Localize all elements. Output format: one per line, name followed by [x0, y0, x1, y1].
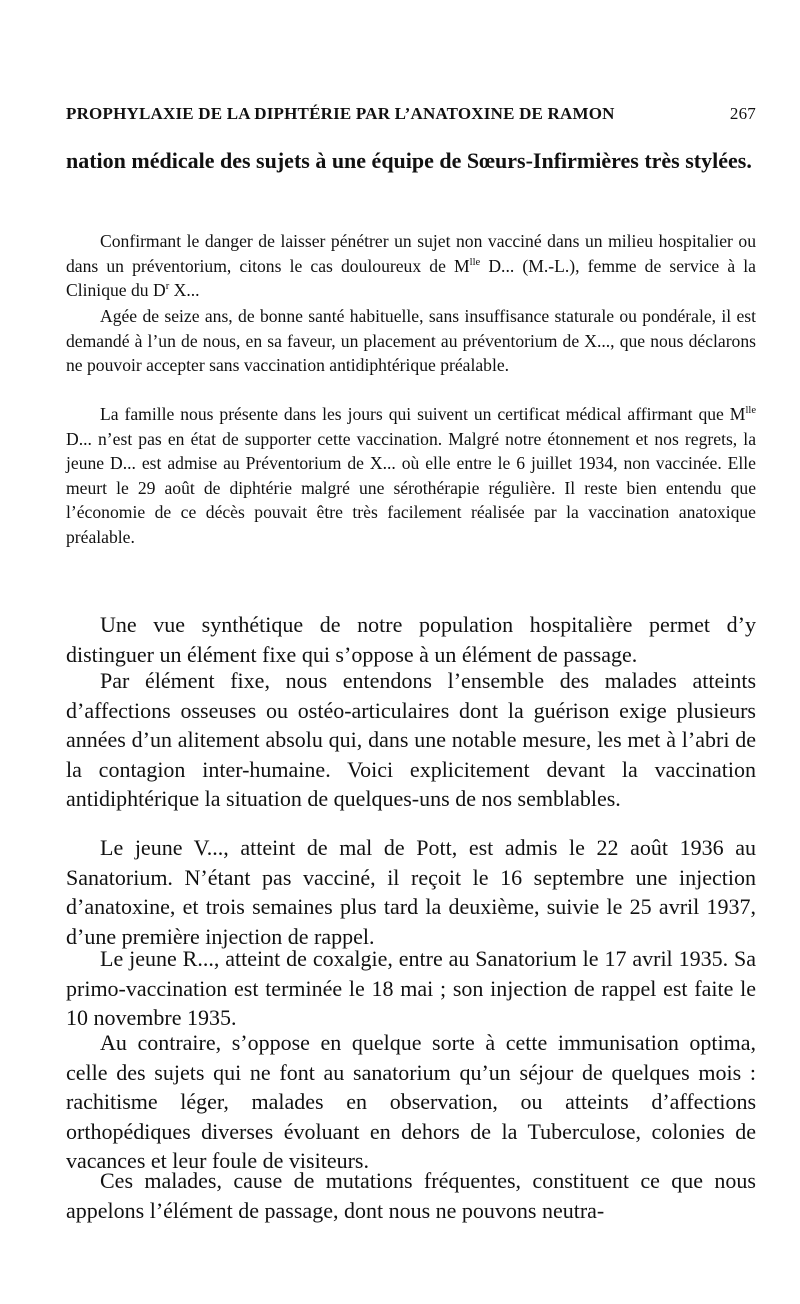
paragraph-jeune-v: Le jeune V..., atteint de mal de Pott, est admis le 22 août 1936 au Sanatorium. N’étant pas vacciné, il reçoit le 16 septembre une injection d’anatoxine, et trois semaines plus tard la deuxième, suivie le 25 avril 1937, d’une première injection de rappel. [66, 835, 756, 949]
paragraph-mlle-d-intro: Confirmant le danger de laisser pénétrer un sujet non vacciné dans un milieu hospitalier ou dans un préventorium, citons le cas douloureux de $M^{lle}$ D... (M.-L.), femme de service à la Clinique du $D^r$ X... [66, 231, 756, 301]
paragraph-vue-synthetique: Une vue synthétique de notre population hospitalière permet d’y distinguer un élément fixe qui s’oppose à un élément de passage. [66, 612, 756, 667]
paragraph-ces-malades: Ces malades, cause de mutations fréquentes, constituent ce que nous appelons l’élément de passage, dont nous ne pouvons neutra- [66, 1168, 756, 1223]
paragraph-jeune-r: Le jeune R..., atteint de coxalgie, entre au Sanatorium le 17 avril 1935. Sa primo-vaccination est terminée le 18 mai ; son injection de rappel est faite le 10 novembre 1935. [66, 946, 756, 1030]
page-number: 267 [729, 104, 756, 123]
paragraph-famille: La famille nous présente dans les jours qui suivent un certificat médical affirmant que $M^{lle}$ D... n’est pas en état de supporter cette vaccination. Malgré notre étonnement et nos regrets, la jeune D... est admise au Préventorium de X... où elle entre le 6 juillet 1934, non vaccinée. Elle meurt le 29 août de diphtérie malgré une sérothérapie régulière. Il reste bien entendu que l’économie de ce décès pouvait être très facilement réalisée par la vaccination anatoxique préalable. [66, 404, 756, 547]
paragraph-element-fixe: Par élément fixe, nous entendons l’ensemble des malades atteints d’affections osseuses ou ostéo-articulaires dont la guérison exige plusieurs années d’un alitement absolu qui, dans une notable mesure, les met à l’abri de la contagion inter-humaine. Voici explicitement devant la vaccination antidiphtérique la situation de quelques-uns de nos semblables. [66, 668, 756, 811]
paragraph-au-contraire: Au contraire, s’oppose en quelque sorte à cette immunisation optima, celle des sujets qui ne font au sanatorium qu’un séjour de quelques mois : rachitisme léger, malades en observation, ou atteints d’affections orthopédiques diverses évoluant en dehors de la Tuberculose, colonies de vacances et leur foule de visiteurs. [66, 1030, 756, 1173]
running-header [66, 104, 756, 124]
paragraph-continuation: nation médicale des sujets à une équipe de Sœurs-Infirmières très stylées. [66, 148, 752, 173]
running-title: PROPHYLAXIE DE LA DIPHTÉRIE PAR L’ANATOXINE DE RAMON [66, 104, 615, 123]
paragraph-age: Agée de seize ans, de bonne santé habituelle, sans insuffisance staturale ou pondérale, il est demandé à l’un de nous, en sa faveur, un placement au préventorium de X..., que nous déclarons ne pouvoir accepter sans vaccination antidiphtérique préalable. [66, 306, 756, 376]
